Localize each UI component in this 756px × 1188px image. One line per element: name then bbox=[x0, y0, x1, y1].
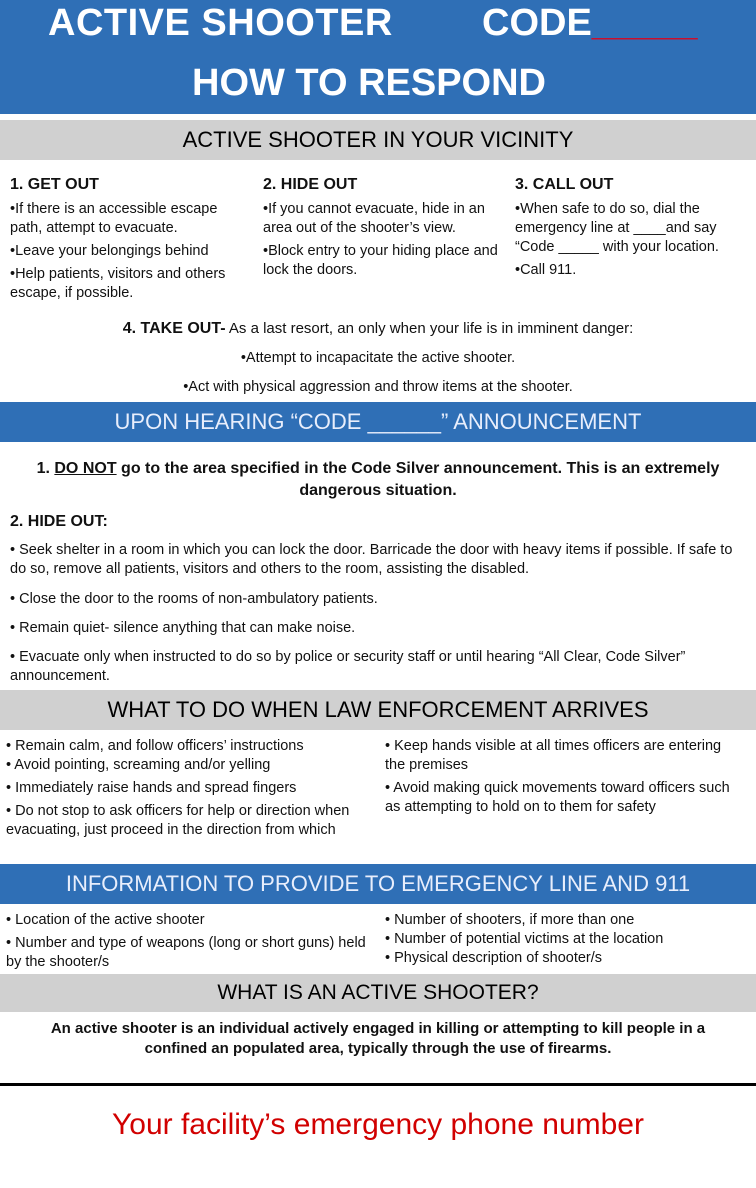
header-banner bbox=[0, 0, 756, 114]
call-out-column bbox=[515, 175, 751, 284]
law-right-column bbox=[385, 737, 745, 821]
info-item: • Physical description of shooter/s bbox=[385, 950, 603, 966]
title-code bbox=[482, 2, 697, 45]
section-heading-what-is: WHAT IS AN ACTIVE SHOOTER? bbox=[0, 974, 756, 1012]
info-item: • Location of the active shooter bbox=[6, 912, 205, 928]
info-right-column bbox=[385, 911, 745, 968]
info-item: • Number and type of weapons (long or short guns) held by the shooter/s bbox=[6, 935, 366, 970]
law-item: • Remain calm, and follow officers’ instructions bbox=[6, 738, 304, 754]
call-out-bullet: •Call 911. bbox=[515, 262, 577, 278]
section-heading-law-enforcement: WHAT TO DO WHEN LAW ENFORCEMENT ARRIVES bbox=[0, 690, 756, 730]
law-item: • Avoid pointing, screaming and/or yelling bbox=[6, 757, 271, 773]
info-item: • Number of shooters, if more than one bbox=[385, 912, 635, 928]
hide-out-column bbox=[263, 175, 499, 284]
law-item: • Do not stop to ask officers for help or direction when evacuating, just proceed in the direction from which bbox=[6, 803, 350, 838]
take-out-line bbox=[0, 320, 756, 338]
get-out-column bbox=[10, 175, 246, 307]
law-left-column bbox=[6, 737, 374, 844]
law-item: • Avoid making quick movements toward officers such as attempting to hold on to them for safety bbox=[385, 780, 730, 815]
call-out-bullet: •When safe to do so, dial the emergency line at ____and say “Code _____ with your location. bbox=[515, 201, 719, 255]
do-not-prefix: 1. bbox=[36, 460, 55, 477]
hide-out-item: • Evacuate only when instructed to do so by police or security staff or until hearing “All Clear, Code Silver” announcement. bbox=[10, 649, 686, 684]
info-left-column bbox=[6, 911, 376, 976]
divider bbox=[0, 1083, 756, 1086]
title-code-blank: _____ bbox=[591, 2, 698, 44]
do-not-warning bbox=[10, 458, 746, 502]
law-item: • Immediately raise hands and spread fingers bbox=[6, 780, 297, 796]
section-heading-announcement: UPON HEARING “CODE ______” ANNOUNCEMENT bbox=[0, 402, 756, 442]
take-out-bullet: •Act with physical aggression and throw items at the shooter. bbox=[183, 379, 573, 395]
call-out-title: 3. CALL OUT bbox=[515, 176, 614, 193]
section-heading-vicinity: ACTIVE SHOOTER IN YOUR VICINITY bbox=[0, 120, 756, 160]
law-item: • Keep hands visible at all times officers are entering the premises bbox=[385, 738, 722, 773]
take-out-text: As a last resort, an only when your life is in imminent danger: bbox=[225, 320, 634, 337]
get-out-bullet: •Help patients, visitors and others escape, if possible. bbox=[10, 266, 226, 301]
hide-out-bullet: •Block entry to your hiding place and lock the doors. bbox=[263, 243, 498, 278]
hide-out-item: • Seek shelter in a room in which you can lock the door. Barricade the door with heavy items if possible. If safe to do so, remove all patients, visitors and others to the room, assisting the disabled. bbox=[10, 542, 733, 577]
title-active-shooter: ACTIVE SHOOTER bbox=[48, 2, 393, 44]
hide-out-item: • Close the door to the rooms of non-ambulatory patients. bbox=[10, 591, 378, 607]
hide-out-title: 2. HIDE OUT bbox=[263, 176, 358, 193]
info-item: • Number of potential victims at the location bbox=[385, 931, 664, 947]
section-heading-info: INFORMATION TO PROVIDE TO EMERGENCY LINE AND 911 bbox=[0, 864, 756, 904]
hide-out-heading: 2. HIDE OUT: bbox=[10, 513, 108, 530]
title-code-word: CODE bbox=[482, 2, 592, 44]
get-out-bullet: •If there is an accessible escape path, attempt to evacuate. bbox=[10, 201, 218, 236]
get-out-bullet: •Leave your belongings behind bbox=[10, 243, 209, 259]
do-not-text: go to the area specified in the Code Silver announcement. This is an extremely dangerous situation. bbox=[116, 460, 720, 499]
hide-out-bullet: •If you cannot evacuate, hide in an area out of the shooter’s view. bbox=[263, 201, 485, 236]
get-out-title: 1. GET OUT bbox=[10, 176, 99, 193]
active-shooter-definition: An active shooter is an individual actively engaged in killing or attempting to kill people in a confined an populated area, typically through the use of firearms. bbox=[50, 1020, 706, 1057]
take-out-label: 4. TAKE OUT- bbox=[122, 320, 226, 337]
emergency-phone-label: Your facility’s emergency phone number bbox=[112, 1108, 644, 1141]
do-not-emphasis: DO NOT bbox=[54, 460, 117, 477]
hide-out-item: • Remain quiet- silence anything that can make noise. bbox=[10, 620, 356, 636]
take-out-bullet: •Attempt to incapacitate the active shooter. bbox=[240, 350, 516, 366]
page-subtitle: HOW TO RESPOND bbox=[192, 62, 546, 104]
